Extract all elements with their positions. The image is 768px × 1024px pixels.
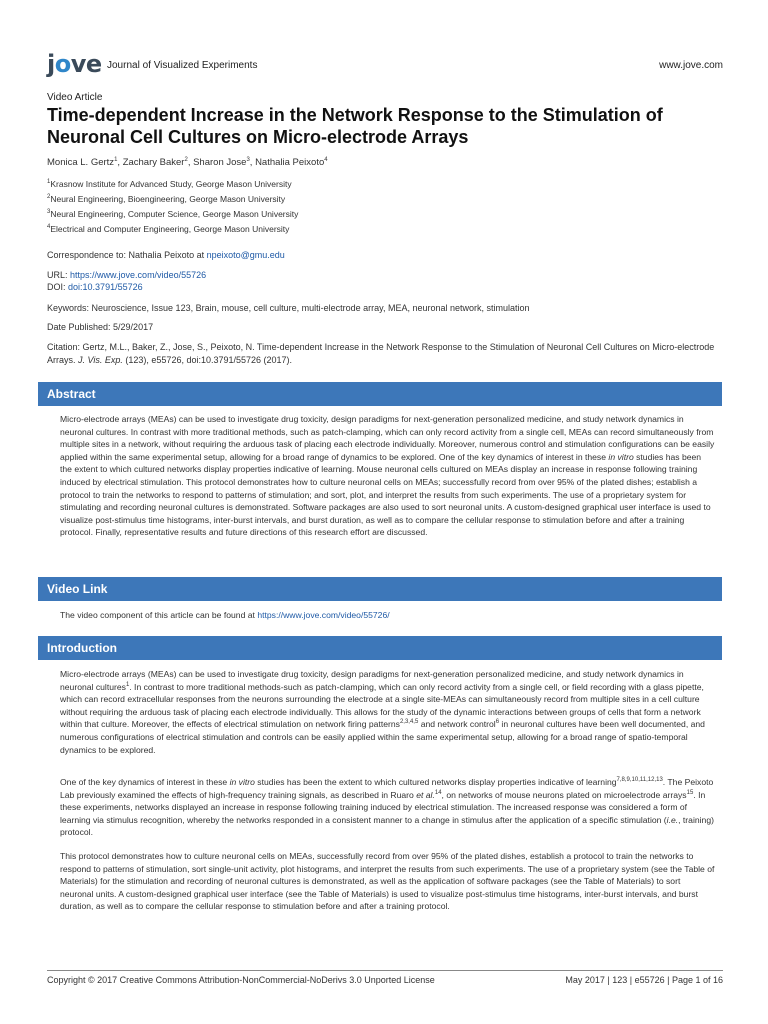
affiliation-list — [47, 177, 298, 237]
citation-ref[interactable]: 1 — [125, 681, 130, 688]
citation-ref[interactable]: 15 — [686, 789, 694, 796]
intro-text: studies has been the extent to which cultured networks display properties indicative of learning — [257, 777, 617, 787]
affil-sup: 2 — [47, 194, 51, 201]
author-affil-sup: 4 — [324, 156, 328, 163]
video-link-text — [60, 609, 715, 622]
article-title: Time-dependent Increase in the Network Response to the Stimulation of Neuronal Cell Cultures on Micro-electrode Arrays — [47, 105, 663, 147]
article-doi — [47, 282, 143, 292]
author-name: Monica L. Gertz — [47, 157, 115, 168]
abstract-heading: Abstract — [38, 382, 722, 406]
correspondence-email-link[interactable]: npeixoto@gmu.edu — [206, 250, 285, 260]
affil-sup: 1 — [47, 179, 51, 186]
citation-details: (123), e55726, doi:10.3791/55726 (2017). — [125, 355, 293, 365]
doi-link[interactable]: doi:10.3791/55726 — [68, 282, 143, 292]
affiliation — [47, 192, 298, 207]
affil-sup: 4 — [47, 224, 51, 231]
author-name: Nathalia Peixoto — [255, 157, 325, 168]
intro-text: Micro-electrode arrays (MEAs) can be used to investigate drug toxicity, design paradigms for next-generation personalized medicine, and study network dynamics in neuronal cultures — [60, 669, 684, 692]
jove-logo[interactable]: jove — [47, 50, 102, 78]
journal-website[interactable]: www.jove.com — [659, 60, 723, 71]
article-type: Video Article — [47, 92, 103, 103]
citation-ref[interactable]: 7,8,9,10,11,12,13 — [616, 777, 663, 784]
citation-journal: J. Vis. Exp. — [78, 355, 123, 365]
footer-copyright: Copyright © 2017 Creative Commons Attribution-NonCommercial-NoDerivs 3.0 Unported License — [47, 975, 435, 985]
footer-page-info: May 2017 | 123 | e55726 | Page 1 of 16 — [565, 975, 723, 985]
author-name: Zachary Baker — [122, 157, 185, 168]
abstract-text — [60, 413, 715, 539]
correspondence-label: Correspondence to: Nathalia Peixoto at — [47, 250, 205, 260]
intro-text: . The Peixoto Lab previously examined the effects of high-frequency training signals, as described in Ruaro — [60, 777, 714, 800]
intro-italic: i.e. — [666, 814, 679, 825]
introduction-heading: Introduction — [38, 636, 722, 660]
citation-ref[interactable]: 2,3,4,5 — [399, 719, 419, 726]
citation — [47, 341, 727, 367]
citation-ref[interactable]: 14 — [434, 789, 442, 796]
intro-text: . In these experiments, networks displayed an increase in response following training induced by electrical stimulation. The increased response was considered a form of learning via stimulus recognition, whereby the networks responded in a consistent manner to a change in stimulus after the application of a specific stimulation ( — [60, 789, 706, 825]
url-label: URL: — [47, 270, 68, 280]
affil-text: Neural Engineering, Computer Science, George Mason University — [50, 209, 299, 219]
video-url-link[interactable]: https://www.jove.com/video/55726/ — [257, 610, 390, 620]
journal-header — [47, 50, 723, 78]
author-affil-sup: 1 — [114, 156, 118, 163]
correspondence — [47, 250, 285, 260]
intro-text: One of the key dynamics of interest in these — [60, 777, 228, 787]
intro-italic: in vitro — [229, 777, 255, 787]
affil-text: Krasnow Institute for Advanced Study, George Mason University — [50, 179, 292, 189]
affiliation — [47, 177, 298, 192]
author-list: Monica L. Gertz$^1$, Zachary Baker$^2$, Sharon Jose$^3$, Nathalia Peixoto$^4$ — [47, 156, 328, 168]
affiliation — [47, 207, 298, 222]
intro-text: , on networks of mouse neurons plated on microelectrode arrays — [441, 789, 687, 800]
citation-ref[interactable]: 6 — [495, 719, 500, 726]
journal-name: Journal of Visualized Experiments — [107, 60, 258, 71]
abstract-text-part: Micro-electrode arrays (MEAs) can be used to investigate drug toxicity, design paradigms for next-generation personalized medicine, and study network dynamics in neuronal cultures. In contrast with more traditional methods, such as patch-clamping, which can only record activity from a single cell, MEAs can record simultaneously from multiple sites in a network, without requiring the arduous task of placing each electrode individually. Moreover, numerous control and stimulation configurations can be easily applied within the same experimental setup, allowing for a broad range of dynamics to be explored. One of the key dynamics of interest in these — [60, 414, 715, 462]
author-name: Sharon Jose — [193, 157, 247, 168]
affil-text: Electrical and Computer Engineering, George Mason University — [50, 224, 290, 234]
intro-text: and network control — [420, 719, 496, 730]
intro-paragraph — [60, 668, 715, 756]
author-affil-sup: 3 — [246, 156, 250, 163]
abstract-italic: in vitro — [608, 451, 634, 462]
article-url — [47, 270, 206, 280]
keywords: Keywords: Neuroscience, Issue 123, Brain, mouse, cell culture, multi-electrode array, MEA, neuronal network, stimulation — [47, 303, 530, 313]
affiliation — [47, 222, 298, 237]
intro-paragraph — [60, 776, 715, 839]
intro-paragraph: This protocol demonstrates how to culture neuronal cells on MEAs, successfully record from over 95% of the plated dishes, establish a protocol to train the networks to respond to patterns of stimulation, sort single-unit activity, plot histograms, and interpret the results from such experiments. The use of a proprietary system (see the Table of Materials) for the stimulation and recording of neuronal cultures is demonstrated, as well as the application of software packages (see the Table of Materials) to sort neuronal units. A custom-designed graphical user interface (see the Table of Materials) is used to visualize post-stimulus time histograms, inter-burst intervals, and burst duration, as well as to compare the cellular response to stimulation before and after a training protocol. — [60, 851, 715, 912]
footer-divider — [47, 970, 723, 971]
citation-text: Citation: Gertz, M.L., Baker, Z., Jose, S., Peixoto, N. Time-dependent Increase in the Network Response to the Stimulation of Neuronal Cell Cultures on Micro-electrode Arrays. — [47, 342, 715, 365]
doi-label: DOI: — [47, 282, 66, 292]
video-link-heading: Video Link — [38, 577, 722, 601]
video-link-label: The video component of this article can be found at — [60, 610, 255, 620]
abstract-text-part: studies has been the extent to which cultured networks display properties indicative of learning. Mouse neuronal cells cultured on MEAs display an increase in response following training induced by electrical stimulation. This protocol demonstrates how to culture neuronal cells on MEAs; successfully record from over 95% of the plated dishes; establish a protocol to train the networks to respond to patterns of stimulation; and sort, plot, and interpret the results from such experiments. The use of a proprietary system for stimulating and recording neuronal cultures is demonstrated. Software packages are also used to sort neuronal units. A custom-designed graphical user interface is used to visualize post-stimulus time histograms, inter-burst intervals, and burst duration, as well as to compare the cellular response to stimulation before and after a training protocol. Finally, representative results and future directions of this research effort are discussed. — [60, 451, 711, 538]
intro-italic: et al. — [416, 789, 435, 800]
article-url-link[interactable]: https://www.jove.com/video/55726 — [70, 270, 207, 280]
intro-text: , training) protocol. — [60, 814, 714, 838]
intro-text: . In contrast to more traditional methods-such as patch-clamping, which can only record activity from a single cell, or field recording with a glass pipette, which can record extracellular responses from the neurons surrounding the electrode at a single site-MEAs can simultaneously record from multiple sites in a cell culture without requiring the arduous task of placing each electrode individually. This allows for the study of the dynamic interactions between groups of cells that form a network within that culture. Moreover, the effects of electrical stimulation on network firing patterns — [60, 681, 704, 730]
intro-text: in neuronal cultures have been well documented, and numerous configurations of electrical stimulation and controls can be easily applied within the same experimental setup, allowing for a broad range of spatio-temporal dynamics to be explored. — [60, 719, 705, 755]
affil-sup: 3 — [47, 209, 51, 216]
author-affil-sup: 2 — [184, 156, 188, 163]
affil-text: Neural Engineering, Bioengineering, George Mason University — [50, 194, 286, 204]
date-published: Date Published: 5/29/2017 — [47, 322, 154, 332]
